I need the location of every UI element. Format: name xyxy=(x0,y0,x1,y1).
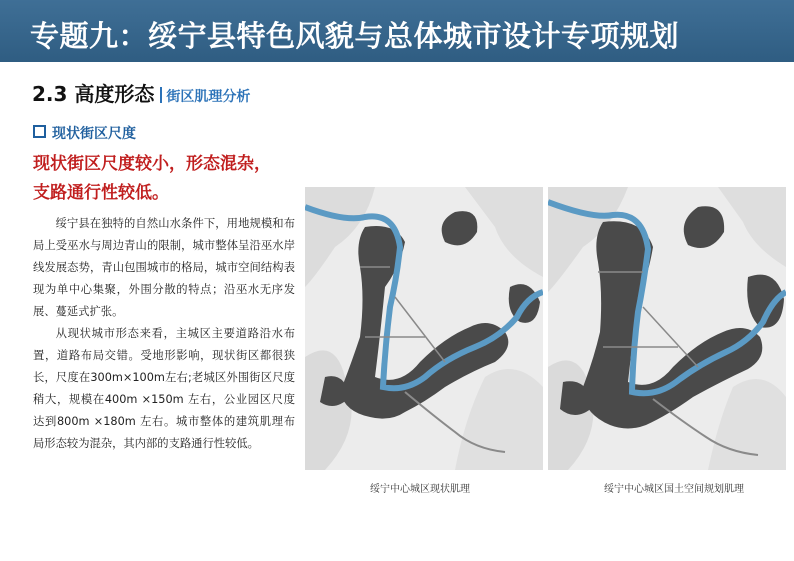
body-text xyxy=(33,213,295,455)
title-banner xyxy=(0,0,794,62)
headline xyxy=(33,150,303,208)
planned-fabric-map xyxy=(548,187,786,470)
map-caption-current: 绥宁中心城区现状肌理 xyxy=(370,484,470,495)
map-image-current xyxy=(305,187,543,470)
section-title: 2.3 高度形态 xyxy=(32,82,155,106)
subheading-text: 现状街区尺度 xyxy=(52,126,136,142)
page-title: 专题九：绥宁县特色风貌与总体城市设计专项规划 xyxy=(30,19,680,53)
headline-line-2: 支路通行性较低。 xyxy=(33,183,169,203)
headline-line-1: 现状街区尺度较小，形态混杂， xyxy=(33,154,271,174)
section-subtitle: 街区肌理分析 xyxy=(166,89,251,105)
current-fabric-map xyxy=(305,187,543,470)
body-paragraph-1: 绥宁县在独特的自然山水条件下，用地规模和布局上受巫水与周边青山的限制，城市整体呈沿巫水岸线发展态势，青山包围城市的格局，城市空间结构表现为单中心集聚，外围分散的特点；沿巫水无序发展、蔓延式扩张。 xyxy=(33,217,295,318)
section-divider xyxy=(160,87,162,103)
square-outline-icon xyxy=(33,125,46,138)
section-heading xyxy=(32,78,250,107)
subheading xyxy=(33,123,136,143)
map-image-planned xyxy=(548,187,786,470)
body-paragraph-2: 从现状城市形态来看，主城区主要道路沿水布置，道路布局交错。受地形影响，现状街区都很狭长，尺度在300m×100m左右;老城区外围街区尺度稍大，规模在400m ×150m 左右，公业园区尺度达到800m ×180m 左右。城市整体的建筑肌理布局形态较为混杂，其内部的支路通行性较低。 xyxy=(33,327,295,450)
map-caption-planned: 绥宁中心城区国土空间规划肌理 xyxy=(604,484,744,495)
